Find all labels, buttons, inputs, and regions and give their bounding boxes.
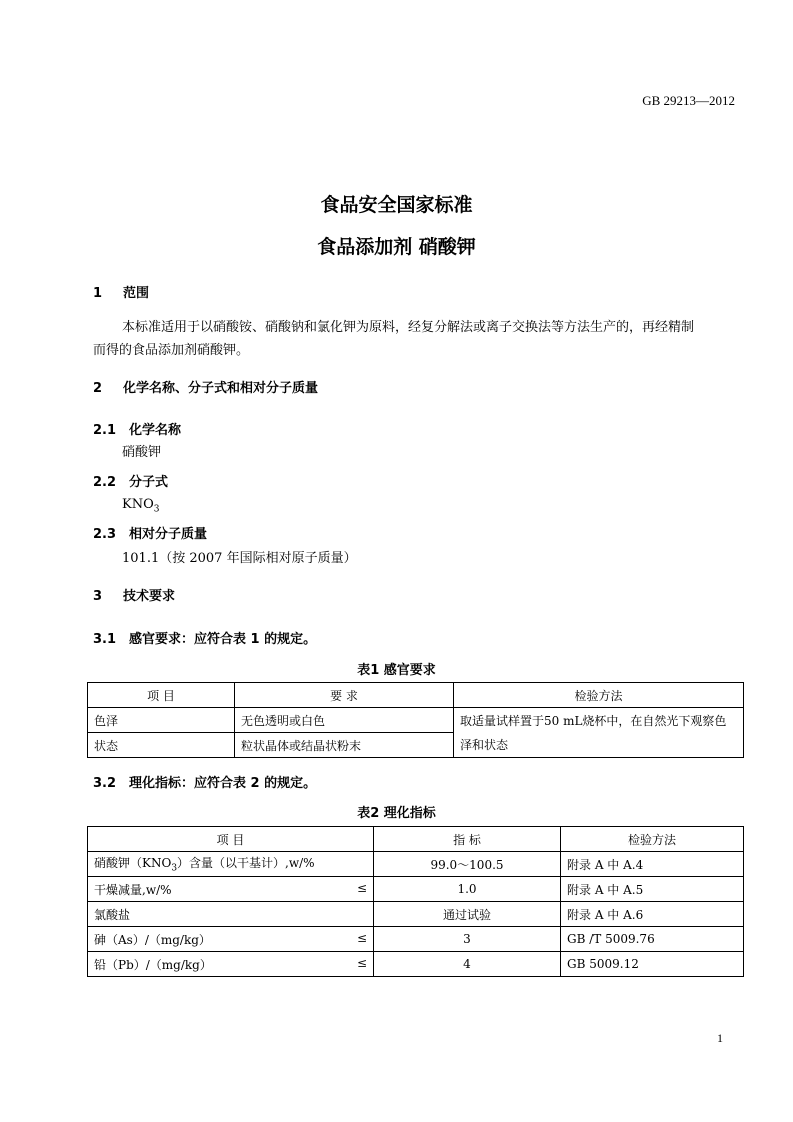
method-cell: 附录 A 中 A.5 — [561, 877, 744, 902]
value-cell: 1.0 — [374, 877, 561, 902]
section-title: 相对分子质量 — [129, 527, 208, 542]
formula-subscript: 3 — [153, 504, 160, 515]
section-number: 2.2 — [93, 475, 117, 490]
section-number: 3.1 — [93, 632, 117, 647]
section-2-heading — [93, 377, 318, 396]
item-cell — [88, 902, 374, 927]
section-number: 3 — [93, 589, 103, 604]
section-2-3-heading — [93, 523, 207, 542]
section-1-heading — [93, 282, 149, 301]
item-cell — [88, 877, 374, 902]
table-row — [88, 927, 744, 952]
table-row — [88, 852, 744, 877]
section-number: 2.3 — [93, 527, 117, 542]
comparison-symbol: ≤ — [356, 930, 367, 945]
sub-title: 食品添加剂 硝酸钾 — [317, 236, 476, 258]
table1-sensory — [87, 682, 744, 758]
item-cell: 色泽 — [88, 708, 235, 733]
section-3-1-heading — [93, 628, 316, 647]
section-title: 化学名称、分子式和相对分子质量 — [123, 381, 319, 396]
comparison-symbol: ≤ — [356, 880, 367, 895]
header-cell: 检验方法 — [561, 827, 744, 852]
main-title: 食品安全国家标准 — [320, 194, 473, 216]
section-number: 1 — [93, 286, 103, 301]
scope-text-line2: 而得的食品添加剂硝酸钾。 — [93, 343, 250, 358]
item-label: 砷（As）/（mg/kg） — [94, 932, 211, 947]
value-cell: 4 — [374, 952, 561, 977]
item-label: 铅（Pb）/（mg/kg） — [94, 957, 212, 972]
table-row — [88, 952, 744, 977]
method-cell: GB 5009.12 — [561, 952, 744, 977]
item-label: 干燥减量,w/% — [94, 882, 172, 897]
method-cell: 附录 A 中 A.6 — [561, 902, 744, 927]
item-label: 硝酸钾（KNO — [94, 856, 172, 871]
scope-text-line1: 本标准适用于以硝酸铵、硝酸钠和氯化钾为原料，经复分解法或离子交换法等方法生产的，再经精制 — [122, 320, 695, 335]
item-cell — [88, 852, 374, 877]
table1-caption: 表1 感官要求 — [357, 663, 436, 678]
section-title: 感官要求：应符合表 1 的规定。 — [129, 632, 317, 647]
method-cell: 附录 A 中 A.4 — [561, 852, 744, 877]
section-title: 分子式 — [129, 475, 169, 490]
item-label-suffix: ）含量（以干基计）,w/% — [177, 856, 315, 871]
section-title: 范围 — [123, 286, 150, 301]
table-header-row — [88, 827, 744, 852]
chemical-name-value: 硝酸钾 — [122, 445, 162, 460]
item-cell: 状态 — [88, 733, 235, 758]
section-title: 化学名称 — [129, 423, 182, 438]
value-cell: 3 — [374, 927, 561, 952]
requirement-cell: 粒状晶体或结晶状粉末 — [235, 733, 454, 758]
section-2-1-heading — [93, 419, 181, 438]
header-cell: 指 标 — [374, 827, 561, 852]
molecular-mass-value: 101.1（按 2007 年国际相对原子质量） — [122, 551, 357, 566]
section-3-2-heading — [93, 772, 316, 791]
comparison-symbol: ≤ — [356, 955, 367, 970]
section-number: 2 — [93, 381, 103, 396]
header-cell: 检验方法 — [454, 683, 744, 708]
item-cell — [88, 952, 374, 977]
section-3-heading — [93, 585, 175, 604]
table-header-row — [88, 683, 744, 708]
section-title: 技术要求 — [123, 589, 176, 604]
item-subscript: 3 — [171, 863, 178, 874]
method-cell: GB /T 5009.76 — [561, 927, 744, 952]
section-title: 理化指标：应符合表 2 的规定。 — [129, 776, 317, 791]
value-cell: 99.0～100.5 — [374, 852, 561, 877]
header-cell: 要 求 — [235, 683, 454, 708]
table-row — [88, 902, 744, 927]
section-number: 3.2 — [93, 776, 117, 791]
section-number: 2.1 — [93, 423, 117, 438]
requirement-cell: 无色透明或白色 — [235, 708, 454, 733]
formula-main: KNO — [122, 497, 154, 512]
table2-caption: 表2 理化指标 — [357, 806, 436, 821]
page-number: 1 — [717, 1031, 723, 1045]
item-label: 氯酸盐 — [94, 907, 131, 922]
section-2-2-heading — [93, 471, 168, 490]
table-row — [88, 708, 744, 733]
value-cell: 通过试验 — [374, 902, 561, 927]
item-cell — [88, 927, 374, 952]
method-cell: 取适量试样置于50 mL烧杯中，在自然光下观察色泽和状态 — [454, 708, 744, 758]
table2-physicochemical — [87, 826, 744, 977]
standard-code: GB 29213—2012 — [642, 93, 735, 108]
formula-value — [122, 492, 159, 523]
header-cell: 项 目 — [88, 683, 235, 708]
table-row — [88, 877, 744, 902]
header-cell: 项 目 — [88, 827, 374, 852]
